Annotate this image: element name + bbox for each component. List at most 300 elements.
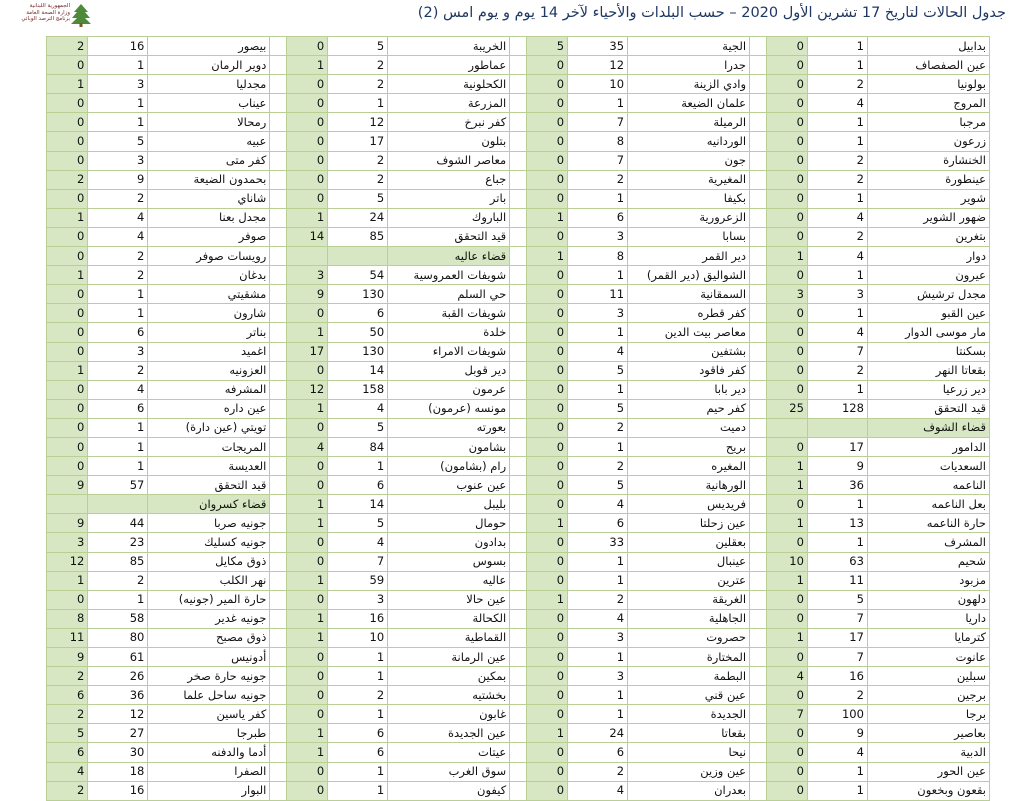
- cases-14-days: 1: [88, 285, 148, 304]
- cases-14-days: 4: [807, 247, 867, 266]
- town-name: دميت: [628, 418, 750, 437]
- table-row: [47, 648, 990, 667]
- district-header-filler: [766, 418, 807, 437]
- yesterday-count: 0: [766, 361, 807, 380]
- yesterday-count: 5: [526, 37, 567, 56]
- town-name: بدغان: [148, 266, 270, 285]
- table-row: [47, 170, 990, 189]
- cases-14-days: 2: [568, 590, 628, 609]
- cases-14-days: 2: [328, 151, 388, 170]
- cases-14-days: 1: [568, 266, 628, 285]
- town-name: الخريبة: [388, 37, 510, 56]
- table-row: [47, 380, 990, 399]
- group-separator: [750, 514, 767, 533]
- group-separator: [510, 476, 527, 495]
- cases-14-days: 1: [88, 113, 148, 132]
- group-separator: [750, 609, 767, 628]
- group-separator: [510, 323, 527, 342]
- group-separator: [510, 781, 527, 800]
- town-name: بحمدون الضيعة: [148, 170, 270, 189]
- group-separator: [510, 724, 527, 743]
- town-name: الكحالة: [388, 609, 510, 628]
- cases-14-days: 17: [807, 628, 867, 647]
- cases-14-days: 2: [568, 418, 628, 437]
- town-name: عين الصفصاف: [867, 56, 989, 75]
- town-name: دلهون: [867, 590, 989, 609]
- yesterday-count: 1: [286, 208, 327, 227]
- town-name: دوير الرمان: [148, 56, 270, 75]
- group-separator: [270, 705, 287, 724]
- town-name: ذوق مصبح: [148, 628, 270, 647]
- yesterday-count: 0: [526, 399, 567, 418]
- cases-14-days: 4: [568, 781, 628, 800]
- yesterday-count: 0: [286, 418, 327, 437]
- table-row: [47, 705, 990, 724]
- yesterday-count: 0: [286, 476, 327, 495]
- group-separator: [270, 762, 287, 781]
- yesterday-count: 0: [526, 75, 567, 94]
- town-name: حصروت: [628, 628, 750, 647]
- group-separator: [510, 399, 527, 418]
- yesterday-count: 3: [766, 285, 807, 304]
- group-separator: [750, 56, 767, 75]
- cases-14-days: 1: [807, 113, 867, 132]
- town-name: أدما والدفنه: [148, 743, 270, 762]
- yesterday-count: 0: [526, 667, 567, 686]
- town-name: بقعاتا: [628, 724, 750, 743]
- town-name: جدرا: [628, 56, 750, 75]
- town-name: الدامور: [867, 437, 989, 456]
- yesterday-count: 1: [526, 514, 567, 533]
- group-separator: [750, 151, 767, 170]
- cases-14-days: 1: [807, 380, 867, 399]
- yesterday-count: 8: [47, 609, 88, 628]
- yesterday-count: 1: [526, 247, 567, 266]
- yesterday-count: 4: [47, 762, 88, 781]
- yesterday-count: 1: [47, 75, 88, 94]
- town-name: عين الرمانة: [388, 648, 510, 667]
- yesterday-count: 0: [286, 705, 327, 724]
- ministry-logo: [4, 2, 92, 30]
- cases-14-days: 4: [807, 94, 867, 113]
- group-separator: [750, 132, 767, 151]
- town-name: كفر حيم: [628, 399, 750, 418]
- town-name: العزونيه: [148, 361, 270, 380]
- yesterday-count: 0: [526, 151, 567, 170]
- yesterday-count: 25: [766, 399, 807, 418]
- group-separator: [270, 552, 287, 571]
- group-separator: [750, 247, 767, 266]
- group-separator: [270, 247, 287, 266]
- yesterday-count: 0: [526, 762, 567, 781]
- cases-14-days: 5: [568, 476, 628, 495]
- town-name: معاصر بيت الدين: [628, 323, 750, 342]
- town-name: مار موسى الدوار: [867, 323, 989, 342]
- town-name: بسوس: [388, 552, 510, 571]
- cases-14-days: 4: [568, 342, 628, 361]
- yesterday-count: 9: [47, 648, 88, 667]
- yesterday-count: 1: [286, 56, 327, 75]
- group-separator: [270, 590, 287, 609]
- town-name: بتلون: [388, 132, 510, 151]
- group-separator: [510, 609, 527, 628]
- yesterday-count: 0: [286, 75, 327, 94]
- town-name: عين قني: [628, 686, 750, 705]
- cases-14-days: 5: [328, 37, 388, 56]
- group-separator: [510, 437, 527, 456]
- cases-14-days: 23: [88, 533, 148, 552]
- group-separator: [750, 418, 767, 437]
- group-separator: [510, 743, 527, 762]
- yesterday-count: 2: [47, 667, 88, 686]
- cases-14-days: 7: [807, 648, 867, 667]
- yesterday-count: 0: [766, 648, 807, 667]
- yesterday-count: 1: [526, 208, 567, 227]
- yesterday-count: 0: [526, 552, 567, 571]
- yesterday-count: 0: [766, 151, 807, 170]
- yesterday-count: 0: [286, 361, 327, 380]
- town-name: بليبل: [388, 495, 510, 514]
- cases-14-days: 2: [328, 56, 388, 75]
- page-title: جدول الحالات لتاريخ 17 تشرين الأول 2020 – حسب البلدات والأحياء لآخر 14 يوم و يوم امس (2): [417, 5, 1006, 21]
- town-name: بعاصير: [867, 724, 989, 743]
- town-name: دير زرعيا: [867, 380, 989, 399]
- town-name: شويفات العمروسية: [388, 266, 510, 285]
- cases-14-days: 16: [328, 609, 388, 628]
- cases-14-days: 2: [328, 686, 388, 705]
- group-separator: [750, 37, 767, 56]
- yesterday-count: 0: [286, 189, 327, 208]
- cases-14-days: 4: [807, 323, 867, 342]
- cases-14-days: 1: [807, 781, 867, 800]
- yesterday-count: 1: [47, 208, 88, 227]
- cases-14-days: 5: [328, 514, 388, 533]
- yesterday-count: 1: [286, 743, 327, 762]
- yesterday-count: 0: [286, 781, 327, 800]
- yesterday-count: 1: [766, 514, 807, 533]
- yesterday-count: 0: [766, 323, 807, 342]
- yesterday-count: 1: [286, 724, 327, 743]
- yesterday-count: 0: [286, 132, 327, 151]
- town-name: شوير: [867, 189, 989, 208]
- yesterday-count: 0: [47, 56, 88, 75]
- table-row: [47, 590, 990, 609]
- town-name: الدبية: [867, 743, 989, 762]
- table-row: [47, 514, 990, 533]
- cases-14-days: 1: [88, 457, 148, 476]
- town-name: عين زحلتا: [628, 514, 750, 533]
- yesterday-count: 0: [526, 227, 567, 246]
- town-name: الكحلونية: [388, 75, 510, 94]
- cases-14-days: 4: [807, 743, 867, 762]
- group-separator: [270, 628, 287, 647]
- table-row: [47, 457, 990, 476]
- group-separator: [510, 227, 527, 246]
- cases-14-days: 27: [88, 724, 148, 743]
- yesterday-count: 4: [286, 437, 327, 456]
- cases-14-days: 5: [328, 418, 388, 437]
- cases-14-days: 35: [568, 37, 628, 56]
- cases-14-days: 2: [568, 457, 628, 476]
- town-name: الرميلة: [628, 113, 750, 132]
- table-row: [47, 37, 990, 56]
- cases-14-days: 6: [568, 208, 628, 227]
- cases-14-days: 8: [568, 132, 628, 151]
- district-header: قضاء الشوف: [867, 418, 989, 437]
- town-name: نهر الكلب: [148, 571, 270, 590]
- yesterday-count: 0: [526, 113, 567, 132]
- town-name: الزعرورية: [628, 208, 750, 227]
- town-name: الخنشارة: [867, 151, 989, 170]
- cases-14-days: 85: [328, 227, 388, 246]
- table-row: [47, 247, 990, 266]
- town-name: سوق الغرب: [388, 762, 510, 781]
- town-name: قيد التحقق: [867, 399, 989, 418]
- yesterday-count: 0: [526, 495, 567, 514]
- town-name: كفر ياسين: [148, 705, 270, 724]
- group-separator: [510, 495, 527, 514]
- cases-14-days: 10: [328, 628, 388, 647]
- town-name: شارون: [148, 304, 270, 323]
- yesterday-count: 0: [526, 476, 567, 495]
- group-separator: [510, 56, 527, 75]
- group-separator: [270, 342, 287, 361]
- yesterday-count: 0: [47, 247, 88, 266]
- town-name: باتر: [388, 189, 510, 208]
- town-name: جونيه غدير: [148, 609, 270, 628]
- table-row: [47, 399, 990, 418]
- town-name: بعورته: [388, 418, 510, 437]
- group-separator: [270, 686, 287, 705]
- group-separator: [510, 37, 527, 56]
- cases-14-days: 5: [568, 361, 628, 380]
- cases-14-days: 2: [807, 361, 867, 380]
- group-separator: [750, 743, 767, 762]
- group-separator: [750, 476, 767, 495]
- yesterday-count: 0: [286, 37, 327, 56]
- yesterday-count: 0: [766, 781, 807, 800]
- cases-14-days: 36: [88, 686, 148, 705]
- town-name: المغيرية: [628, 170, 750, 189]
- town-name: غابون: [388, 705, 510, 724]
- yesterday-count: 0: [526, 170, 567, 189]
- town-name: علمان الضيعة: [628, 94, 750, 113]
- yesterday-count: 6: [47, 743, 88, 762]
- yesterday-count: 0: [526, 533, 567, 552]
- cases-14-days: 6: [328, 724, 388, 743]
- town-name: المختارة: [628, 648, 750, 667]
- cases-14-days: 2: [88, 189, 148, 208]
- cases-14-days: 1: [328, 94, 388, 113]
- town-name: كفر قطره: [628, 304, 750, 323]
- town-name: مشقيتي: [148, 285, 270, 304]
- cases-table: [46, 36, 990, 801]
- town-name: جونيه ساحل علما: [148, 686, 270, 705]
- town-name: كترمايا: [867, 628, 989, 647]
- yesterday-count: 12: [286, 380, 327, 399]
- yesterday-count: 0: [526, 609, 567, 628]
- group-separator: [270, 208, 287, 227]
- cases-14-days: 4: [328, 533, 388, 552]
- yesterday-count: 7: [766, 705, 807, 724]
- yesterday-count: 0: [526, 94, 567, 113]
- town-name: بدادون: [388, 533, 510, 552]
- town-name: شويفات الامراء: [388, 342, 510, 361]
- town-name: بقعاتا النهر: [867, 361, 989, 380]
- cases-14-days: 1: [568, 94, 628, 113]
- cases-14-days: 4: [568, 609, 628, 628]
- table-row: [47, 342, 990, 361]
- yesterday-count: 0: [766, 609, 807, 628]
- cases-14-days: 12: [328, 113, 388, 132]
- town-name: الوردانيه: [628, 132, 750, 151]
- yesterday-count: 0: [766, 686, 807, 705]
- yesterday-count: 0: [47, 437, 88, 456]
- town-name: جونيه كسليك: [148, 533, 270, 552]
- group-separator: [270, 514, 287, 533]
- group-separator: [270, 189, 287, 208]
- yesterday-count: 1: [286, 628, 327, 647]
- town-name: عين عنوب: [388, 476, 510, 495]
- group-separator: [510, 457, 527, 476]
- group-separator: [510, 533, 527, 552]
- yesterday-count: 0: [526, 781, 567, 800]
- town-name: الجية: [628, 37, 750, 56]
- cases-14-days: 14: [328, 361, 388, 380]
- yesterday-count: 0: [47, 132, 88, 151]
- town-name: شويفات القبة: [388, 304, 510, 323]
- group-separator: [750, 399, 767, 418]
- table-row: [47, 151, 990, 170]
- yesterday-count: 1: [286, 399, 327, 418]
- table-row: [47, 285, 990, 304]
- cases-14-days: 12: [88, 705, 148, 724]
- district-header-filler: [286, 247, 327, 266]
- town-name: عين الجديدة: [388, 724, 510, 743]
- yesterday-count: 10: [766, 552, 807, 571]
- yesterday-count: 0: [47, 285, 88, 304]
- town-name: شاناي: [148, 189, 270, 208]
- group-separator: [510, 590, 527, 609]
- cases-14-days: 24: [328, 208, 388, 227]
- table-row: [47, 266, 990, 285]
- group-separator: [750, 380, 767, 399]
- cases-14-days: 17: [328, 132, 388, 151]
- district-header-filler: [807, 418, 867, 437]
- group-separator: [270, 75, 287, 94]
- table-row: [47, 571, 990, 590]
- town-name: البوار: [148, 781, 270, 800]
- group-separator: [270, 418, 287, 437]
- yesterday-count: 1: [286, 571, 327, 590]
- cases-14-days: 13: [807, 514, 867, 533]
- cases-14-days: 4: [88, 380, 148, 399]
- cases-14-days: 61: [88, 648, 148, 667]
- cases-14-days: 16: [807, 667, 867, 686]
- yesterday-count: 3: [286, 266, 327, 285]
- group-separator: [510, 132, 527, 151]
- yesterday-count: 0: [286, 533, 327, 552]
- group-separator: [750, 437, 767, 456]
- town-name: الجاهلية: [628, 609, 750, 628]
- cases-14-days: 1: [807, 56, 867, 75]
- town-name: حي السلم: [388, 285, 510, 304]
- cases-14-days: 2: [88, 247, 148, 266]
- cases-14-days: 100: [807, 705, 867, 724]
- yesterday-count: 2: [47, 781, 88, 800]
- group-separator: [270, 399, 287, 418]
- cases-14-days: 1: [88, 437, 148, 456]
- cases-14-days: 7: [807, 609, 867, 628]
- yesterday-count: 1: [766, 476, 807, 495]
- cases-14-days: 6: [328, 476, 388, 495]
- table-row: [47, 781, 990, 800]
- group-separator: [510, 762, 527, 781]
- table-row: [47, 686, 990, 705]
- cases-14-days: 3: [568, 628, 628, 647]
- group-separator: [270, 476, 287, 495]
- cases-14-days: 4: [568, 495, 628, 514]
- town-name: بيصور: [148, 37, 270, 56]
- group-separator: [750, 227, 767, 246]
- yesterday-count: 0: [286, 457, 327, 476]
- yesterday-count: 3: [47, 533, 88, 552]
- group-separator: [270, 56, 287, 75]
- cases-14-days: 1: [88, 418, 148, 437]
- cases-14-days: 158: [328, 380, 388, 399]
- group-separator: [270, 266, 287, 285]
- cases-14-days: 1: [807, 37, 867, 56]
- cases-14-days: 7: [807, 342, 867, 361]
- town-name: العديسة: [148, 457, 270, 476]
- town-name: عيناب: [148, 94, 270, 113]
- cases-14-days: 5: [328, 189, 388, 208]
- group-separator: [750, 495, 767, 514]
- yesterday-count: 0: [526, 705, 567, 724]
- town-name: ضهور الشوير: [867, 208, 989, 227]
- town-name: بسابا: [628, 227, 750, 246]
- cases-14-days: 1: [568, 648, 628, 667]
- district-header-filler: [88, 495, 148, 514]
- group-separator: [750, 533, 767, 552]
- yesterday-count: 0: [47, 227, 88, 246]
- cases-14-days: 1: [328, 667, 388, 686]
- table-row: [47, 743, 990, 762]
- yesterday-count: 0: [286, 170, 327, 189]
- town-name: الشواليق (دير القمر): [628, 266, 750, 285]
- cases-14-days: 1: [88, 304, 148, 323]
- group-separator: [750, 361, 767, 380]
- town-name: جباع: [388, 170, 510, 189]
- town-name: مونسه (عرمون): [388, 399, 510, 418]
- cases-14-days: 8: [568, 247, 628, 266]
- town-name: طبرجا: [148, 724, 270, 743]
- yesterday-count: 0: [766, 380, 807, 399]
- town-name: عيرون: [867, 266, 989, 285]
- yesterday-count: 9: [286, 285, 327, 304]
- cases-14-days: 6: [328, 304, 388, 323]
- cases-14-days: 1: [568, 571, 628, 590]
- group-separator: [510, 113, 527, 132]
- cases-14-days: 1: [568, 189, 628, 208]
- town-name: الورهانية: [628, 476, 750, 495]
- town-name: فريديس: [628, 495, 750, 514]
- cases-14-days: 18: [88, 762, 148, 781]
- group-separator: [510, 648, 527, 667]
- table-row: [47, 609, 990, 628]
- cases-14-days: 58: [88, 609, 148, 628]
- group-separator: [750, 113, 767, 132]
